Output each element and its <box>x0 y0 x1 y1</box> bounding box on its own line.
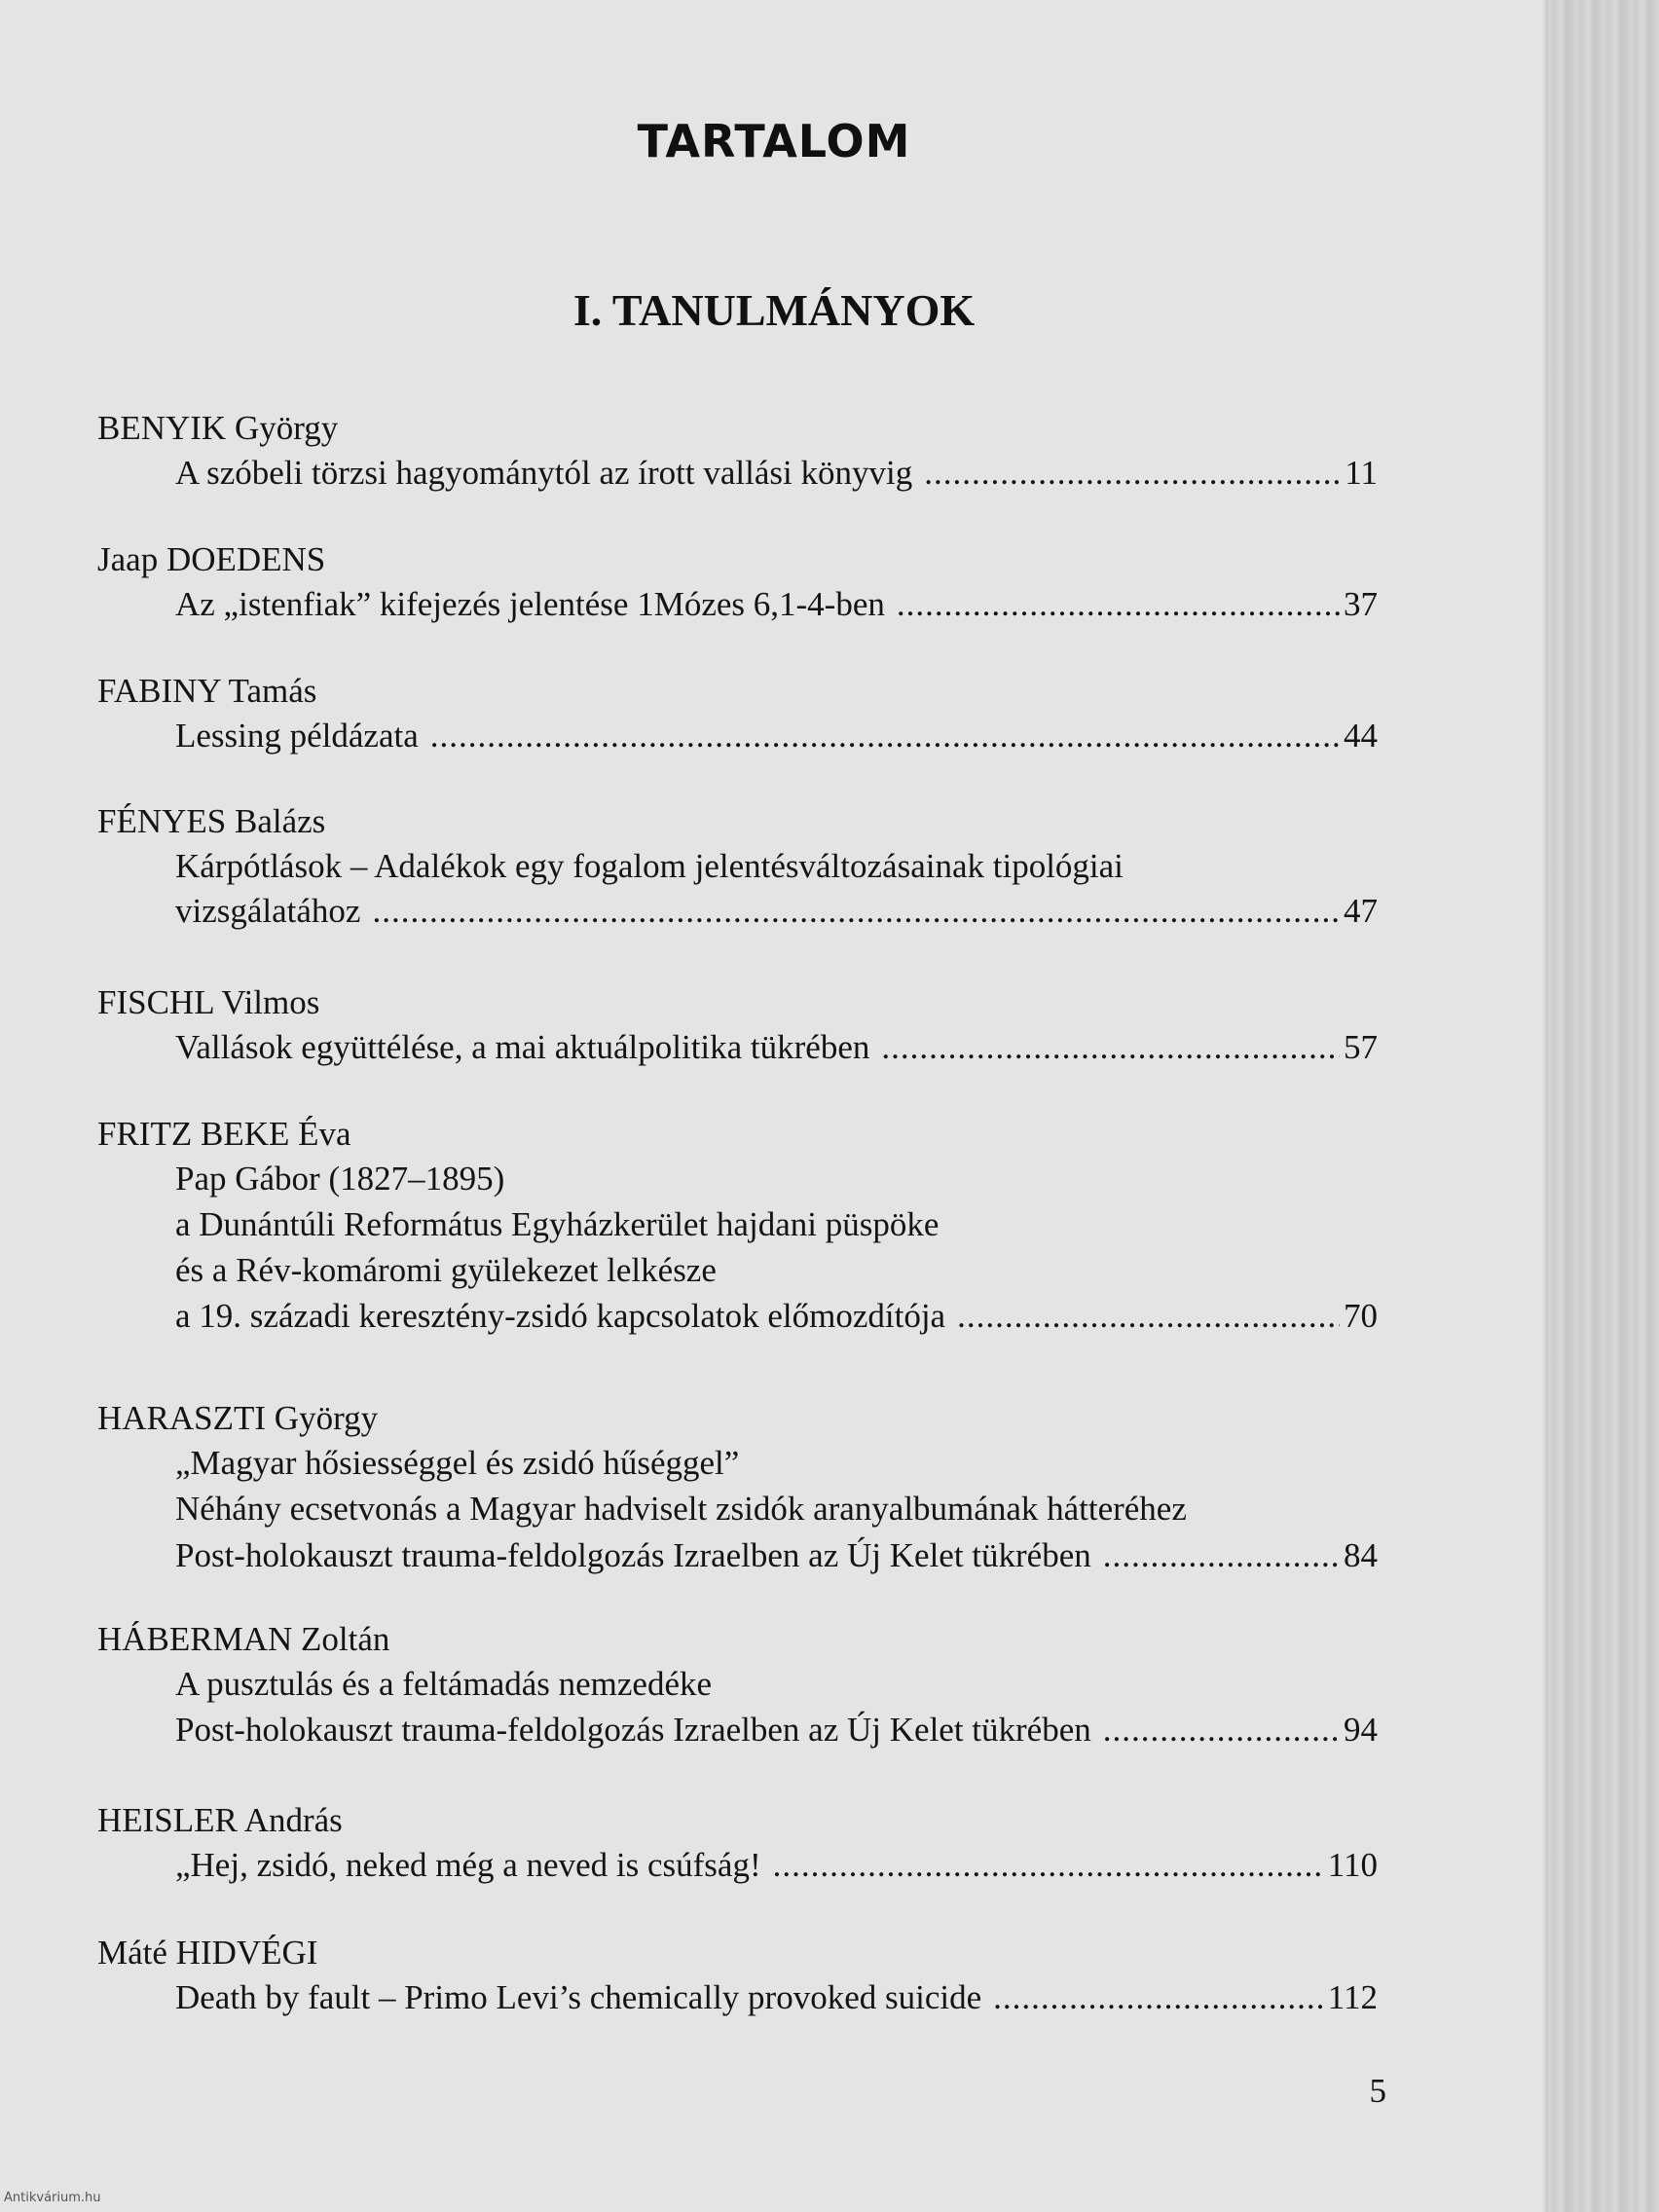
entry-title: a Dunántúli Református Egyházkerület hajdani püspöke <box>175 1205 940 1243</box>
entry-title: A pusztulás és a feltámadás nemzedéke <box>175 1665 713 1703</box>
toc-line[interactable] <box>175 1161 1378 1196</box>
page-title: TARTALOM <box>637 115 911 167</box>
page-ref: 112 <box>1327 1978 1378 2016</box>
entry-author: Máté HIDVÉGI <box>97 1934 318 1972</box>
page-ref: 110 <box>1327 1846 1378 1884</box>
dot-leader <box>773 1848 1324 1882</box>
entry-author: FRITZ BEKE Éva <box>97 1115 351 1153</box>
page-ref: 94 <box>1344 1711 1378 1749</box>
page-ref: 44 <box>1344 717 1378 755</box>
toc-line[interactable] <box>175 1848 1378 1882</box>
toc-line[interactable] <box>175 849 1378 883</box>
entry-title: „Hej, zsidó, neked még a neved is csúfság! <box>175 1846 761 1884</box>
toc-line[interactable] <box>175 894 1378 928</box>
entry-title: Lessing példázata <box>175 717 419 755</box>
entry-author: FABINY Tamás <box>97 672 317 710</box>
entry-title: Vallások együttélése, a mai aktuálpolitika tükrében <box>175 1028 870 1066</box>
toc-line[interactable] <box>175 1253 1378 1287</box>
dot-leader <box>1103 1538 1340 1572</box>
entry-author: BENYIK György <box>97 409 339 447</box>
toc-line[interactable] <box>175 1492 1378 1526</box>
entry-title: Post-holokauszt trauma-feldolgozás Izraelben az Új Kelet tükrében <box>175 1536 1091 1574</box>
dot-leader <box>897 587 1340 621</box>
toc-line[interactable] <box>175 456 1378 490</box>
page-ref: 11 <box>1345 454 1378 492</box>
page-ref: 84 <box>1344 1536 1378 1574</box>
page-ref: 47 <box>1344 892 1378 930</box>
entry-author: FISCHL Vilmos <box>97 983 320 1021</box>
entry-title: Néhány ecsetvonás a Magyar hadviselt zsidók aranyalbumának hátteréhez <box>175 1490 1187 1528</box>
dot-leader <box>372 894 1340 928</box>
entry-author: FÉNYES Balázs <box>97 802 326 840</box>
dot-leader <box>430 719 1340 753</box>
entry-author: HEISLER András <box>97 1801 343 1839</box>
page-ref: 70 <box>1344 1297 1378 1335</box>
toc-line[interactable] <box>175 1713 1378 1747</box>
dot-leader <box>993 1980 1324 2014</box>
toc-line[interactable] <box>175 1980 1378 2014</box>
section-heading: I. TANULMÁNYOK <box>572 285 976 335</box>
entry-title: vizsgálatához <box>175 892 361 930</box>
entry-title: Death by fault – Primo Levi’s chemically provoked suicide <box>175 1978 982 2016</box>
page-ref: 37 <box>1344 585 1378 623</box>
entry-author: HÁBERMAN Zoltán <box>97 1620 390 1658</box>
entry-title: Pap Gábor (1827–1895) <box>175 1160 505 1198</box>
entry-title: és a Rév-komáromi gyülekezet lelkésze <box>175 1251 717 1289</box>
entry-title: Post-holokauszt trauma-feldolgozás Izraelben az Új Kelet tükrében <box>175 1711 1091 1749</box>
entry-title: A szóbeli törzsi hagyománytól az írott vallási könyvig <box>175 454 913 492</box>
toc-line[interactable] <box>175 1446 1378 1480</box>
dot-leader <box>1103 1713 1340 1747</box>
toc-line[interactable] <box>175 1207 1378 1241</box>
page-number: 5 <box>1369 2072 1386 2110</box>
toc-line[interactable] <box>175 587 1378 621</box>
toc-line[interactable] <box>175 1299 1378 1333</box>
toc-line[interactable] <box>175 1030 1378 1064</box>
entry-author: HARASZTI György <box>97 1399 379 1437</box>
wood-background <box>1548 0 1659 2212</box>
entry-title: „Magyar hősiességgel és zsidó hűséggel” <box>175 1444 740 1482</box>
dot-leader <box>957 1299 1340 1333</box>
watermark: Antikvárium.hu <box>4 2191 101 2205</box>
toc-line[interactable] <box>175 719 1378 753</box>
toc-line[interactable] <box>175 1667 1378 1701</box>
toc-line[interactable] <box>175 1538 1378 1572</box>
entry-title: Az „istenfiak” kifejezés jelentése 1Mózes 6,1-4-ben <box>175 585 885 623</box>
page-ref: 57 <box>1344 1028 1378 1066</box>
entry-title: Kárpótlások – Adalékok egy fogalom jelentésváltozásainak tipológiai <box>175 847 1124 885</box>
entry-title: a 19. századi keresztény-zsidó kapcsolatok előmozdítója <box>175 1297 946 1335</box>
dot-leader <box>881 1030 1340 1064</box>
entry-author: Jaap DOEDENS <box>97 540 326 578</box>
dot-leader <box>924 456 1341 490</box>
